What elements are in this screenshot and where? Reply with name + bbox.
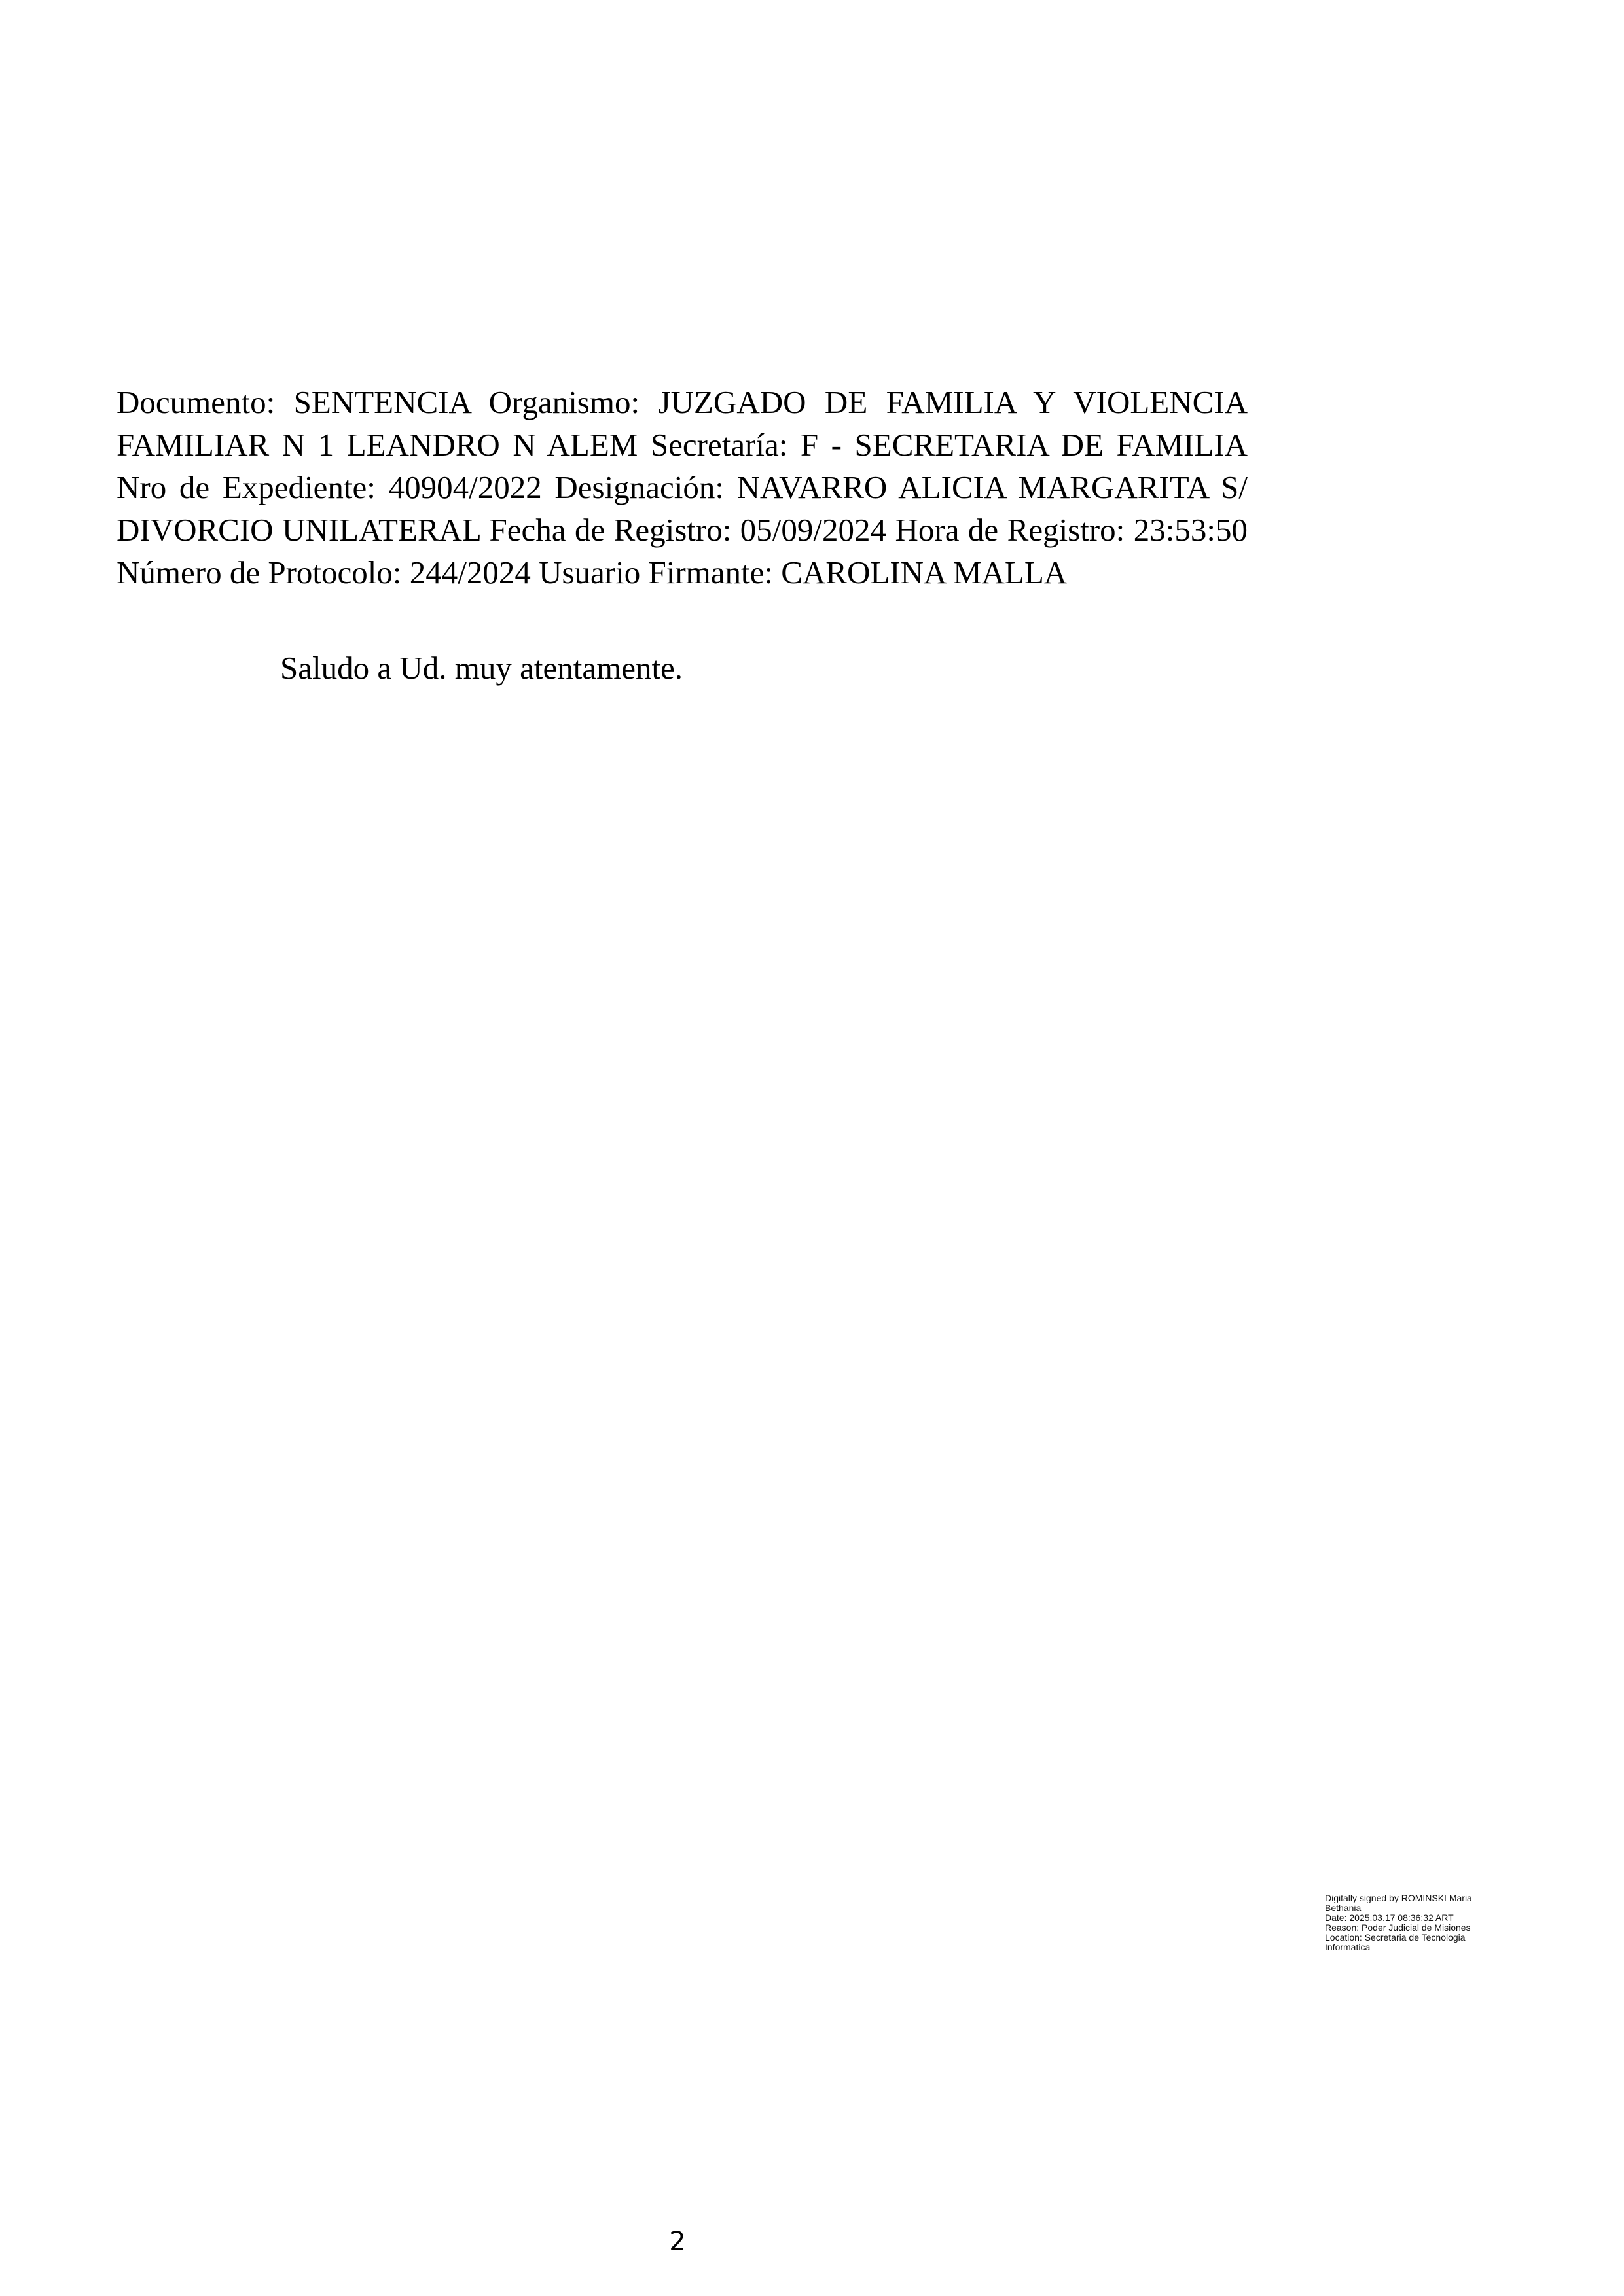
signature-location-line-1: Location: Secretaria de Tecnologia bbox=[1325, 1932, 1466, 1943]
signature-location-line-2: Informatica bbox=[1325, 1942, 1371, 1952]
signature-signed-by-line-1: Digitally signed by ROMINSKI Maria bbox=[1325, 1893, 1472, 1903]
closing-salutation: Saludo a Ud. muy atentamente. bbox=[280, 650, 683, 686]
signature-signed-by-line-2: Bethania bbox=[1325, 1903, 1362, 1913]
record-metadata-paragraph: Documento: SENTENCIA Organismo: JUZGADO DE FAMILIA Y VIOLENCIA FAMILIAR N 1 LEANDRO N ALEM Secretaría: F - SECRETARIA DE FAMILIA Nro de Expediente: 40904/2022 Designación: NAVARRO ALICIA MARGARITA S/ DIVORCIO UNILATERAL Fecha de Registro: 05/09/2024 Hora de Registro: 23:53:50 Número de Protocolo: 244/2024 Usuario Firmante: CAROLINA MALLA bbox=[117, 384, 1248, 590]
digital-signature-stamp bbox=[1325, 1893, 1515, 1952]
signature-reason: Reason: Poder Judicial de Misiones bbox=[1325, 1922, 1471, 1933]
signature-date: Date: 2025.03.17 08:36:32 ART bbox=[1325, 1912, 1454, 1923]
page-number: 2 bbox=[669, 2227, 686, 2257]
